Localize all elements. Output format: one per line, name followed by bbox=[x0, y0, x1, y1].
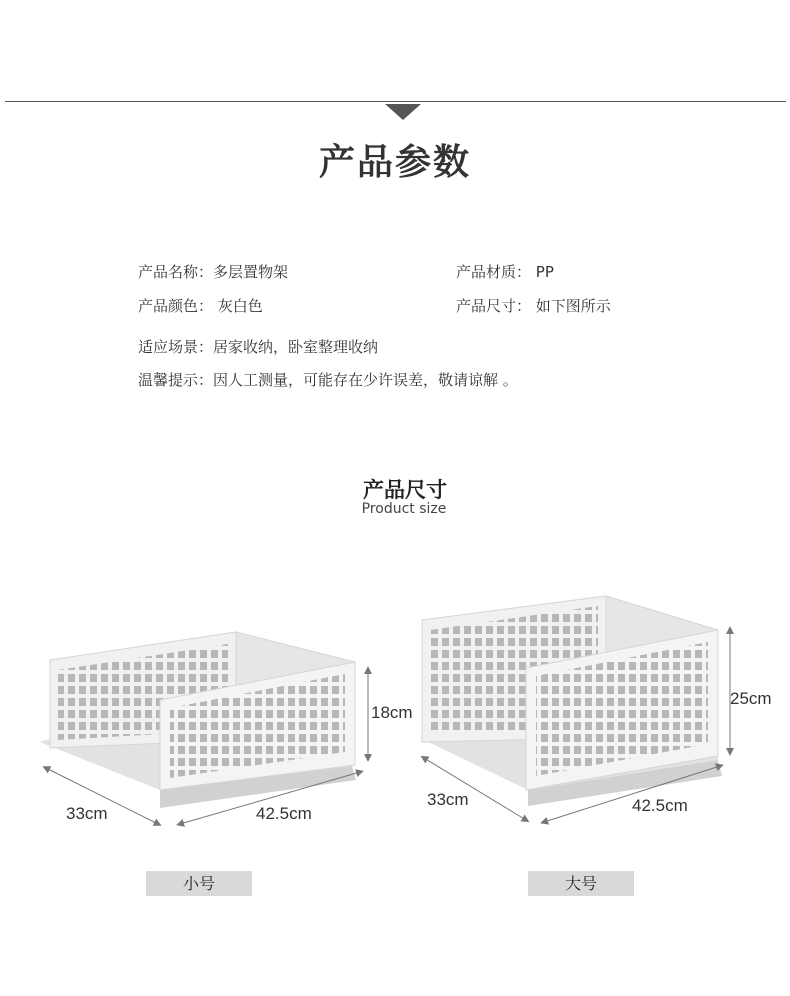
spec-name: 产品名称：多层置物架 bbox=[138, 263, 289, 281]
large-height-label: 25cm bbox=[730, 689, 772, 708]
small-size-label: 小号 bbox=[146, 871, 252, 896]
spec-tip: 温馨提示：因人工测量，可能存在少许误差，敬请谅解 。 bbox=[138, 371, 518, 389]
spec-scene: 适应场景：居家收纳，卧室整理收纳 bbox=[138, 338, 379, 356]
spec-material: 产品材质： PP bbox=[456, 263, 554, 281]
spec-size: 产品尺寸： 如下图所示 bbox=[456, 297, 611, 315]
size-section-title: 产品尺寸 bbox=[363, 478, 447, 502]
size-section-subtitle: Product size bbox=[361, 501, 447, 517]
small-width-label: 42.5cm bbox=[256, 804, 312, 823]
small-height-label: 18cm bbox=[371, 703, 413, 722]
large-basket-image bbox=[420, 596, 722, 806]
small-basket-image bbox=[40, 632, 356, 808]
large-depth-label: 33cm bbox=[427, 790, 469, 809]
small-depth-label: 33cm bbox=[66, 804, 108, 823]
spec-color: 产品颜色： 灰白色 bbox=[138, 297, 263, 315]
large-size-label: 大号 bbox=[528, 871, 634, 896]
page-title: 产品参数 bbox=[318, 141, 471, 183]
large-width-label: 42.5cm bbox=[632, 796, 688, 815]
